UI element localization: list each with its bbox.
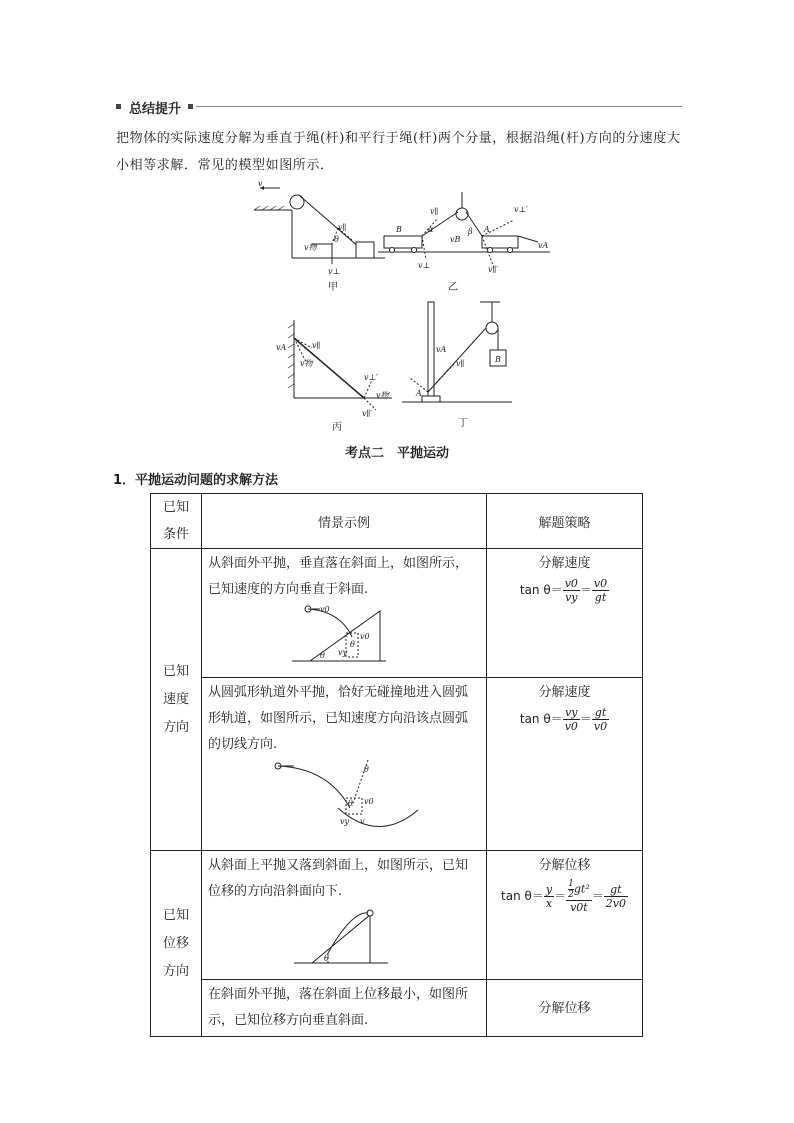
- fig-label: vA: [538, 241, 549, 250]
- fig-label: A: [416, 389, 422, 398]
- fig-label: B: [495, 355, 501, 364]
- example-cell: [202, 851, 487, 980]
- svg-text:θ: θ: [324, 954, 329, 963]
- header-strategy: 解题策略: [487, 494, 643, 549]
- fig-label: A: [484, 225, 490, 234]
- figure-caption: 丁: [458, 418, 468, 429]
- example-cell: [202, 980, 487, 1037]
- svg-text:vy: vy: [338, 648, 348, 657]
- svg-text:θ: θ: [348, 799, 353, 808]
- fig-label: vA: [276, 343, 287, 352]
- header-condition: 已知 条件: [151, 494, 202, 549]
- methods-table: [150, 493, 643, 1037]
- strategy-formula: tan θ＝ $\frac{y}{x}$ ＝ $\frac{1}{2}$ gt² v0t ＝ $\frac{gt}{2v0}$: [501, 879, 626, 914]
- svg-text:θ: θ: [350, 640, 355, 649]
- fig-label: θ: [334, 235, 339, 244]
- fig-label: β: [468, 227, 473, 236]
- header-rule: [196, 106, 682, 107]
- fig-label: v: [258, 180, 263, 188]
- svg-text:v: v: [360, 817, 365, 826]
- figure-ding: [400, 298, 520, 434]
- strategy-cell: [487, 980, 643, 1037]
- section-title: 考点二 平抛运动: [344, 446, 449, 461]
- strategy-title: 分解速度: [538, 556, 591, 571]
- fig-label: v⊥′: [514, 205, 528, 214]
- item-title: 1．平抛运动问题的求解方法: [113, 473, 279, 488]
- header-example: 情景示例: [202, 494, 487, 549]
- figure-bing: [272, 318, 412, 434]
- bullet-square-icon: [116, 104, 121, 109]
- example-figure: [292, 905, 402, 967]
- figure-caption: 甲: [328, 282, 338, 292]
- example-figure: [268, 758, 448, 838]
- strategy-title: 分解位移: [538, 1001, 591, 1016]
- figure-caption: 丙: [332, 422, 342, 433]
- strategy-formula: tan θ＝ $\frac{vy}{v0}$ ＝ $\frac{gt}{v0}$: [519, 706, 608, 733]
- fig-label: v∥: [338, 223, 347, 232]
- fig-label: v∥: [456, 359, 465, 368]
- fig-label: B: [396, 225, 402, 234]
- condition-displacement: 已知 位移 方向: [151, 851, 202, 1037]
- condition-velocity: 已知 速度 方向: [151, 549, 202, 851]
- fig-label: v⊥: [418, 261, 431, 270]
- fig-label: v∥′: [362, 409, 373, 418]
- fig-label: vA: [436, 345, 447, 354]
- svg-text:θ: θ: [364, 765, 369, 774]
- example-cell: [202, 678, 487, 851]
- example-text: 在斜面外平抛，落在斜面上位移最小，如图所示，已知位移方向垂直斜面.: [208, 987, 469, 1028]
- svg-text:vy: vy: [340, 817, 350, 826]
- figure-jia: [250, 180, 390, 292]
- svg-text:v0: v0: [360, 632, 370, 641]
- svg-text:θ: θ: [320, 651, 325, 660]
- strategy-cell: [487, 851, 643, 980]
- fig-label: v∥′: [488, 265, 499, 274]
- strategy-cell: [487, 678, 643, 851]
- summary-header: [116, 98, 682, 116]
- summary-paragraph: 把物体的实际速度分解为垂直于绳(杆)和平行于绳(杆)两个分量，根据沿绳(杆)方向的分速度大小相等求解．常见的模型如图所示．: [116, 131, 681, 173]
- figure-caption: 乙: [448, 282, 458, 293]
- bullet-square-icon: [188, 104, 193, 109]
- example-figure: [290, 603, 400, 665]
- fig-label: v物′: [376, 391, 391, 400]
- strategy-cell: [487, 549, 643, 678]
- figure-yi: [378, 190, 554, 294]
- fig-label: α: [428, 225, 434, 234]
- svg-text:v0: v0: [320, 605, 330, 614]
- example-text: 从圆弧形轨道外平抛，恰好无碰撞地进入圆弧形轨道，如图所示，已知速度方向沿该点圆弧的切线方向.: [208, 685, 469, 752]
- svg-text:v0: v0: [364, 797, 374, 806]
- fig-label: v⊥: [328, 267, 341, 276]
- fig-label: v物: [300, 359, 313, 368]
- strategy-formula: tan θ＝ $\frac{v0}{vy}$ ＝ $\frac{v0}{gt}$: [519, 577, 608, 604]
- strategy-title: 分解位移: [538, 858, 591, 873]
- example-text: 从斜面外平抛，垂直落在斜面上，如图所示，已知速度的方向垂直于斜面.: [208, 556, 469, 597]
- fig-label: v∥: [312, 341, 321, 350]
- strategy-title: 分解速度: [538, 685, 591, 700]
- fig-label: v物: [304, 243, 317, 252]
- example-cell: [202, 549, 487, 678]
- example-text: 从斜面上平抛又落到斜面上，如图所示，已知位移的方向沿斜面向下.: [208, 858, 469, 899]
- fig-label: v⊥′: [364, 373, 378, 382]
- summary-title: 总结提升: [129, 102, 182, 117]
- fig-label: v∥: [430, 207, 439, 216]
- fig-label: vB: [450, 235, 461, 244]
